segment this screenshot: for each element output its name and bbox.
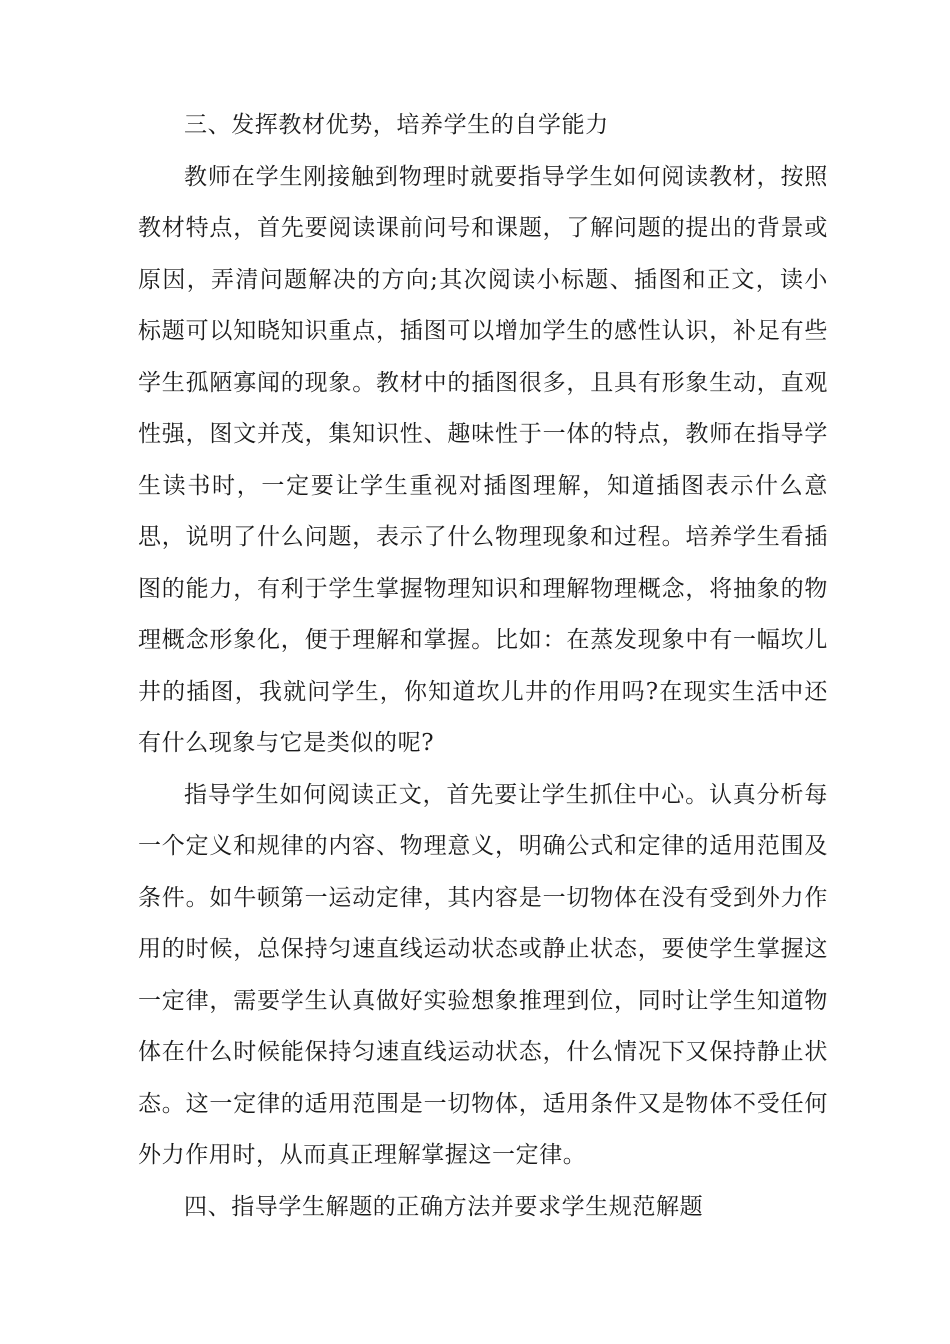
body-paragraph-1: 教师在学生刚接触到物理时就要指导学生如何阅读教材，按照教材特点，首先要阅读课前问号和课题，了解问题的提出的背景或原因，弄清问题解决的方向;其次阅读小标题、插图和正文，读小标题可以知晓知识重点，插图可以增加学生的感性认识，补足有些学生孤陋寡闻的现象。教材中的插图很多，且具有形象生动，直观性强，图文并茂，集知识性、趣味性于一体的特点，教师在指导学生读书时，一定要让学生重视对插图理解，知道插图表示什么意思，说明了什么问题，表示了什么物理现象和过程。培养学生看插图的能力，有利于学生掌握物理知识和理解物理概念，将抽象的物理概念形象化，便于理解和掌握。比如：在蒸发现象中有一幅坎儿井的插图，我就问学生，你知道坎儿井的作用吗?在现实生活中还有什么现象与它是类似的呢? <box>138 163 828 756</box>
body-paragraph-2: 指导学生如何阅读正文，首先要让学生抓住中心。认真分析每一个定义和规律的内容、物理意义，明确公式和定律的适用范围及条件。如牛顿第一运动定律，其内容是一切物体在没有受到外力作用的时候，总保持匀速直线运动状态或静止状态，要使学生掌握这一定律，需要学生认真做好实验想象推理到位，同时让学生知道物体在什么时候能保持匀速直线运动状态，什么情况下又保持静止状态。这一定律的适用范围是一切物体，适用条件又是物体不受任何外力作用时，从而真正理解掌握这一定律。 <box>138 781 828 1168</box>
document-page <box>138 100 828 1233</box>
section-heading-4: 四、指导学生解题的正确方法并要求学生规范解题 <box>184 1193 704 1220</box>
section-heading-3: 三、发挥教材优势，培养学生的自学能力 <box>184 112 609 138</box>
